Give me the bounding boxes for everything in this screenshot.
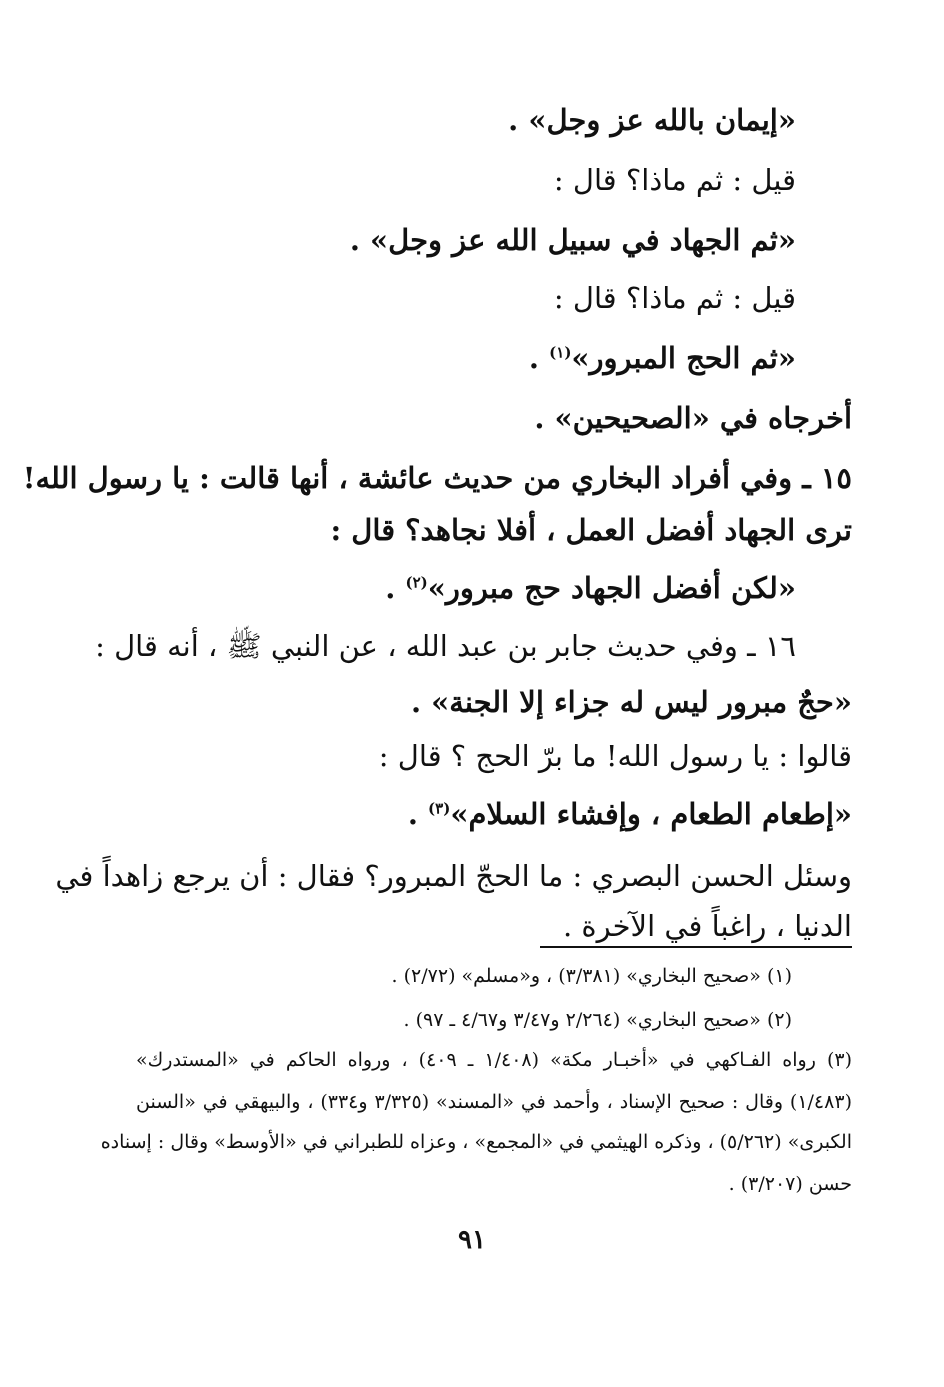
- line-end-period: .: [385, 571, 396, 605]
- text-line-12: قالوا : يا رسول الله! ما برّ الحج ؟ قال :: [378, 739, 852, 773]
- footnote-ref-3: (٣): [428, 799, 451, 818]
- footnote-ref-2: (٢): [405, 573, 428, 592]
- text-line-15: الدنيا ، راغباً في الآخرة .: [562, 909, 852, 943]
- text-line-2: قيل : ثم ماذا؟ قال :: [553, 163, 796, 197]
- footnote-3-line-1: (٣) رواه الفـاكهي في «أخبـار مكة» (١/٤٠٨ ـ ٤٠٩) ، ورواه الحاكم في «المستدرك»: [136, 1049, 852, 1071]
- footnote-ref-1: (١): [549, 343, 572, 362]
- footnote-3-line-2: (١/٤٨٣) وقال : صحيح الإسناد ، وأحمد في «المسند» (٣/٣٢٥ و٣٣٤) ، والبيهقي في «السنن: [136, 1091, 852, 1113]
- text-line-4: قيل : ثم ماذا؟ قال :: [553, 281, 796, 315]
- quote-text: «لكن أفضل الجهاد حج مبرور»: [427, 571, 796, 605]
- footnote-1: (١) «صحيح البخاري» (٣/٣٨١) ، و«مسلم» (٢/٧٢) .: [391, 965, 792, 987]
- text-line-3: «ثم الجهاد في سبيل الله عز وجل» .: [349, 223, 796, 257]
- text-line-14: وسئل الحسن البصري : ما الحجّ المبرور؟ فقال : أن يرجع زاهداً في: [55, 859, 852, 893]
- text-line-9: [385, 568, 796, 608]
- text-line-6: أخرجاه في «الصحيحين» .: [534, 401, 852, 435]
- quote-text: «إطعام الطعام ، وإفشاء السلام»: [450, 797, 852, 831]
- quote-text: «ثم الحج المبرور»: [571, 341, 796, 375]
- footnote-3-line-4: حسن (٣/٢٠٧) .: [728, 1173, 852, 1195]
- text-line-13: [408, 794, 852, 834]
- line-end-period: .: [528, 341, 540, 375]
- footnote-separator: [540, 946, 852, 948]
- line-end-period: .: [407, 797, 418, 831]
- text-line-10: ١٦ ـ وفي حديث جابر بن عبد الله ، عن النبي ﷺ ، أنه قال :: [95, 629, 796, 663]
- text-line-11: «حجٌ مبرور ليس له جزاء إلا الجنة» .: [410, 685, 852, 719]
- text-line-1: «إيمان بالله عز وجل» .: [508, 103, 796, 137]
- footnote-3-line-3: الكبرى» (٥/٢٦٢) ، وذكره الهيثمي في «المجمع» ، وعزاه للطبراني في «الأوسط» وقال : إسناده: [100, 1131, 852, 1153]
- footnote-2: (٢) «صحيح البخاري» (٢/٢٦٤ و٣/٤٧ و٤/٦٧ ـ ٩٧) .: [403, 1009, 792, 1031]
- text-line-7: ١٥ ـ وفي أفراد البخاري من حديث عائشة ، أنها قالت : يا رسول الله!: [22, 461, 852, 495]
- text-line-8: ترى الجهاد أفضل العمل ، أفلا نجاهد؟ قال :: [330, 513, 852, 547]
- text-line-5: [529, 338, 796, 378]
- page-number: ٩١: [458, 1225, 486, 1255]
